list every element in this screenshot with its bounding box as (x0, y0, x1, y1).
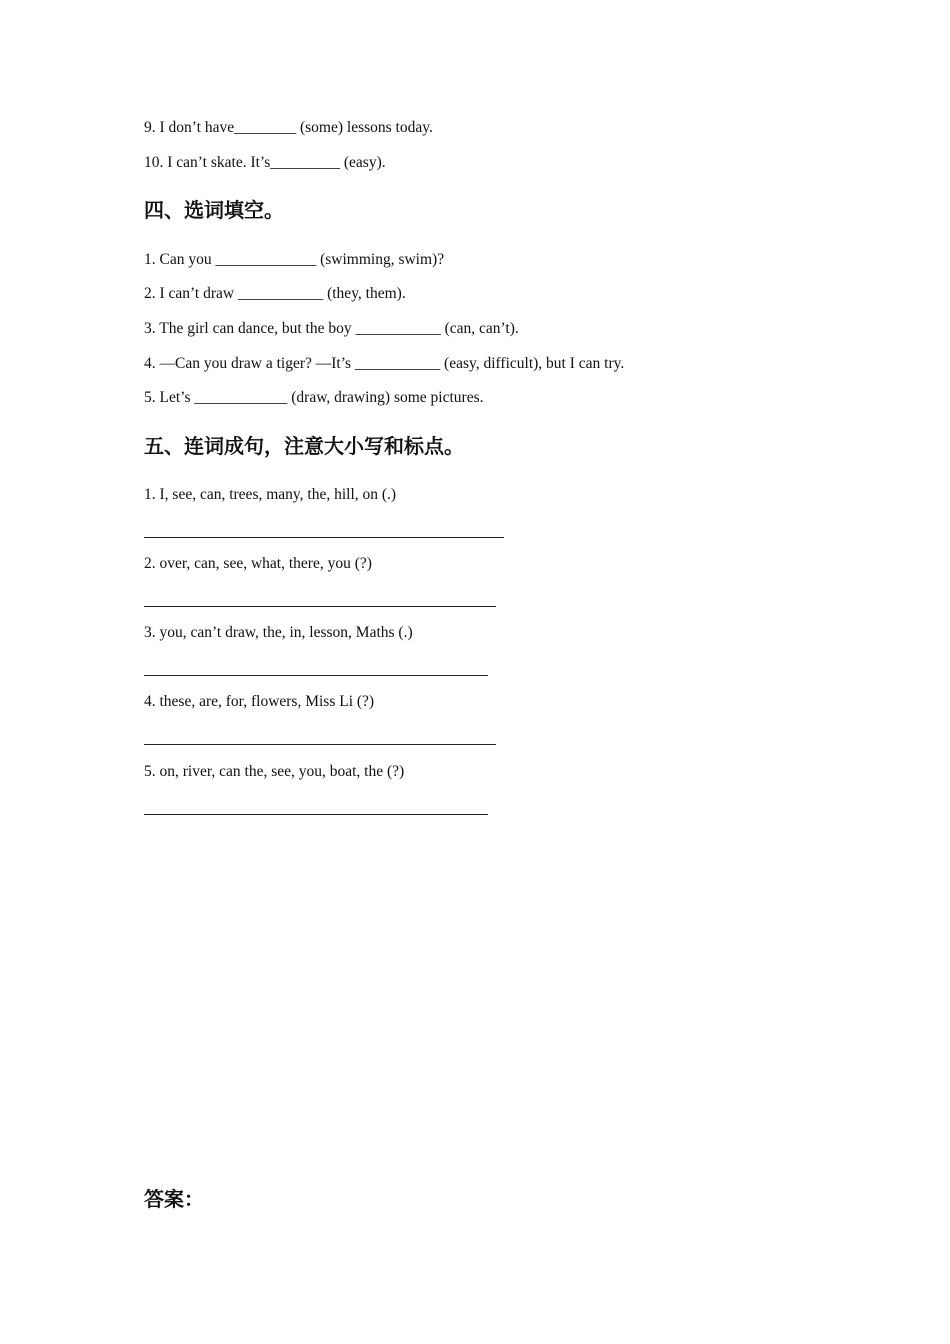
exercise-4-item-4: 4. —Can you draw a tiger? —It’s ___________ (easy, difficult), but I can try. (144, 355, 625, 372)
section-4-heading: 四、选词填空。 (144, 198, 284, 222)
exercise-5-item-3: 3. you, can’t draw, the, in, lesson, Maths (.) (144, 624, 413, 641)
exercise-4-item-1: 1. Can you _____________ (swimming, swim)? (144, 251, 445, 268)
exercise-5-item-4: 4. these, are, for, flowers, Miss Li (?) (144, 693, 375, 710)
exercise-5-item-1: 1. I, see, can, trees, many, the, hill, on (.) (144, 486, 397, 503)
answer-blank-5[interactable] (144, 814, 488, 815)
exercise-5-item-2: 2. over, can, see, what, there, you (?) (144, 555, 372, 572)
answer-blank-2[interactable] (144, 606, 496, 607)
answer-blank-4[interactable] (144, 744, 496, 745)
exercise-5-item-5: 5. on, river, can the, see, you, boat, the (?) (144, 763, 405, 780)
exercise-4-item-2: 2. I can’t draw ___________ (they, them). (144, 285, 406, 302)
answers-heading: 答案： (144, 1187, 204, 1211)
exercise-4-item-3: 3. The girl can dance, but the boy ___________ (can, can’t). (144, 320, 519, 337)
answer-blank-3[interactable] (144, 675, 488, 676)
answer-blank-1[interactable] (144, 537, 504, 538)
exercise-3-item-9: 9. I don’t have________ (some) lessons today. (144, 119, 433, 136)
section-5-heading: 五、连词成句，注意大小写和标点。 (144, 434, 464, 458)
exercise-4-item-5: 5. Let’s ____________ (draw, drawing) some pictures. (144, 389, 484, 406)
exercise-3-item-10: 10. I can’t skate. It’s_________ (easy). (144, 154, 386, 171)
